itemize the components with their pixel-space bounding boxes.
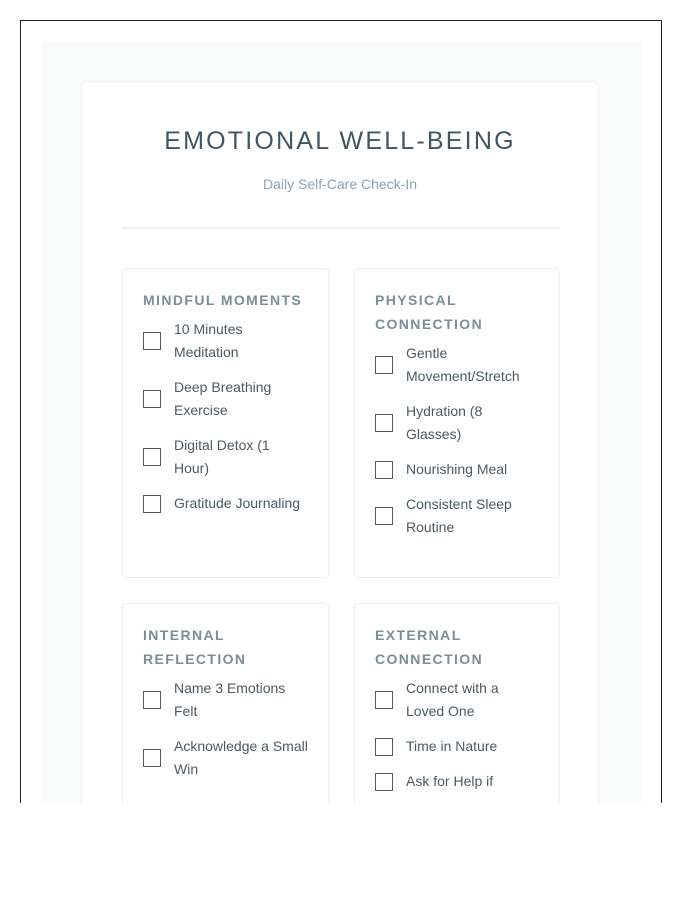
checklist-item[interactable]: [375, 735, 539, 758]
checklist-item-label: Digital Detox (1 Hour): [174, 437, 270, 476]
checklist-item[interactable]: [375, 493, 539, 539]
checklist-item[interactable]: [375, 458, 539, 481]
checklist-item-label: Connect with a Loved One: [406, 680, 499, 719]
page-title: EMOTIONAL WELL-BEING: [164, 127, 516, 155]
checkbox[interactable]: [143, 448, 161, 466]
section-title: EXTERNAL CONNECTION: [375, 627, 484, 667]
section-title: PHYSICAL CONNECTION: [375, 292, 484, 332]
checklist-item-label: Consistent Sleep Routine: [406, 496, 512, 535]
header-divider: [122, 227, 560, 229]
checklist-item[interactable]: [375, 400, 539, 446]
checklist-item-label: Nourishing Meal: [406, 461, 508, 477]
section-title: INTERNAL REFLECTION: [143, 627, 247, 667]
checkbox[interactable]: [375, 461, 393, 479]
checkbox[interactable]: [143, 691, 161, 709]
checklist-item[interactable]: [143, 434, 308, 480]
checkbox[interactable]: [375, 356, 393, 374]
checklist-item-label: 10 Minutes Meditation: [174, 321, 243, 360]
checklist-item-label: Gentle Movement/Stretch: [406, 345, 520, 384]
section-external-connection: [354, 603, 560, 803]
checklist-item[interactable]: [375, 342, 539, 388]
checklist-item-label: Name 3 Emotions Felt: [174, 680, 286, 719]
section-mindful-moments: [122, 268, 329, 578]
checkbox[interactable]: [375, 507, 393, 525]
checklist-item-label: Acknowledge a Small Win: [174, 738, 308, 777]
checkbox[interactable]: [143, 495, 161, 513]
section-title: MINDFUL MOMENTS: [143, 292, 303, 308]
checkin-card: [81, 81, 599, 803]
checklist-item[interactable]: [143, 318, 308, 364]
section-physical-connection: [354, 268, 560, 578]
checklist-item-label: Gratitude Journaling: [174, 495, 301, 511]
browser-window: [20, 20, 662, 803]
checklist-item-label: Hydration (8 Glasses): [406, 403, 483, 442]
page-background: [41, 41, 641, 803]
checklist-item[interactable]: [375, 770, 539, 793]
checklist-item[interactable]: [143, 376, 308, 422]
page-subtitle: Daily Self-Care Check-In: [262, 176, 418, 192]
checkbox[interactable]: [375, 773, 393, 791]
section-internal-reflection: [122, 603, 329, 803]
checkbox[interactable]: [143, 332, 161, 350]
checkbox[interactable]: [375, 691, 393, 709]
checklist-item-label: Time in Nature: [406, 738, 498, 754]
checklist-item[interactable]: [143, 677, 308, 723]
checklist-item[interactable]: [143, 735, 308, 781]
checkbox[interactable]: [143, 390, 161, 408]
checklist-item[interactable]: [143, 492, 308, 515]
checkbox[interactable]: [375, 414, 393, 432]
checklist-item-label: Deep Breathing Exercise: [174, 379, 272, 418]
checklist-item[interactable]: [375, 677, 539, 723]
checkbox[interactable]: [375, 738, 393, 756]
checklist-item-label: Ask for Help if: [406, 773, 494, 789]
checkbox[interactable]: [143, 749, 161, 767]
